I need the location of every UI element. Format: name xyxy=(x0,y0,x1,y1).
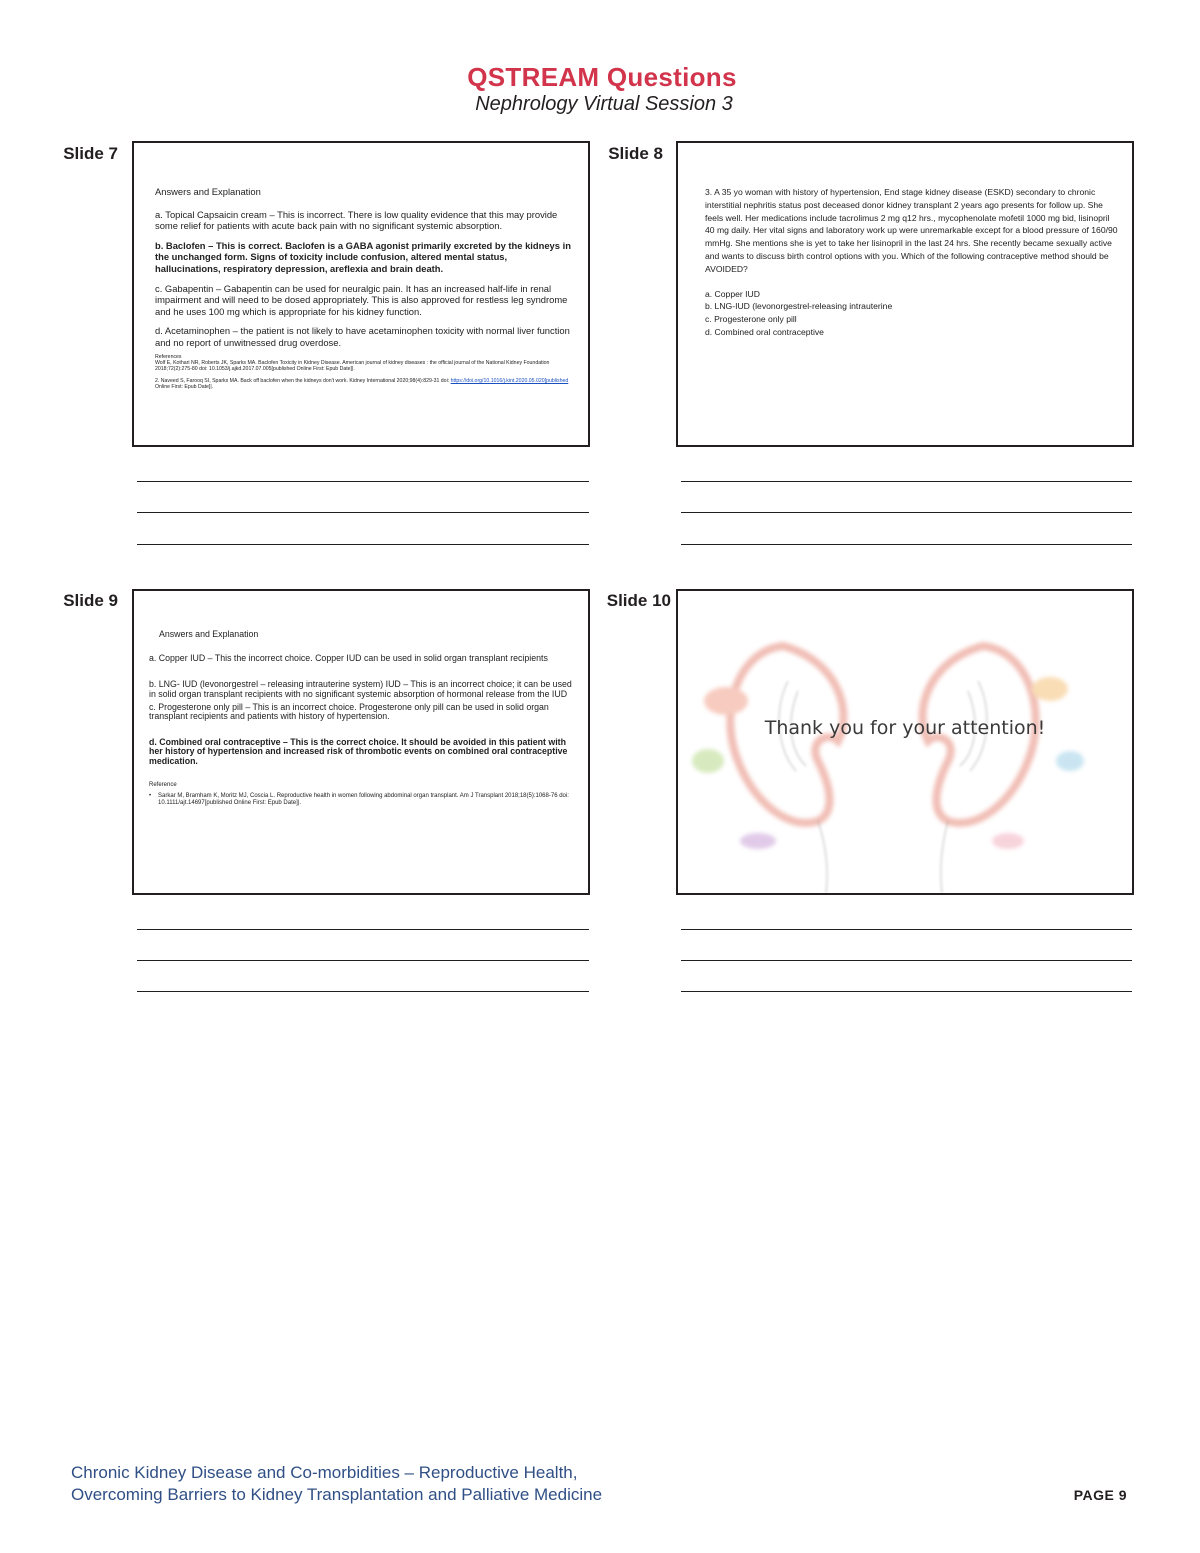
slide-9-heading: Answers and Explanation xyxy=(159,629,259,639)
slide-8-option-b: b. LNG-IUD (levonorgestrel-releasing intrauterine xyxy=(705,301,893,312)
slide-7-label: Slide 7 xyxy=(63,144,118,163)
slide-7-reference-1: Wolf E, Kothari NR, Roberts JK, Sparks MA. Baclofen Toxicity in Kidney Disease. American journal of kidney diseases : the official journal of the National Kidney Foundation 2018;72(2):275-80 doi: 10.1053/j.ajkd.2017.07.005[published Online First: Epub Date]|. xyxy=(155,359,550,372)
slide-9-reference-heading: Reference xyxy=(149,781,177,788)
note-line xyxy=(681,929,1132,930)
page-subtitle: Nephrology Virtual Session 3 xyxy=(475,93,733,115)
slide-9-answer-a: a. Copper IUD – This the incorrect choice. Copper IUD can be used in solid organ transplant recipients xyxy=(149,653,548,664)
slide-9-reference-1: Sarkar M, Bramham K, Moritz MJ, Coscia L. Reproductive health in women following abdominal organ transplant. Am J Transplant 2018;18(5):1068-76 doi: 10.1111/ajt.14697[published Online First: Epub Date]|. xyxy=(158,792,569,806)
slide-9-reference-item xyxy=(149,793,579,807)
note-line xyxy=(137,544,589,545)
slide-7-thumbnail xyxy=(132,141,590,447)
slide-8-thumbnail xyxy=(676,141,1134,447)
slide-8-option-c: c. Progesterone only pill xyxy=(705,314,797,325)
bullet-icon: • xyxy=(149,792,152,799)
slide-7-reference-2-text: 2. Naveed S, Farooq SI, Sparks MA. Back off baclofen when the kidneys don't work. Kidney International 2020;98(4):829-31 doi: xyxy=(155,378,450,385)
note-line xyxy=(681,991,1132,992)
slide-8-question: 3. A 35 yo woman with history of hypertension, End stage kidney disease (ESKD) secondary to chronic interstitial nephritis status post deceased donor kidney transplant 2 years ago presents for follow up. She feels well. Her medications include tacrolimus 2 mg q12 hrs., mycophenolate mofetil 1000 mg bid, lisinopril 40 mg daily. Her vital signs and laboratory work up were unremarkable except for a blood pressure of 160/90 mmHg. She mentions she is yet to take her lisinopril in the last 24 hrs. She recently became sexually active and wants to discuss birth control options with you. Which of the following contraceptive method should be AVOIDED? xyxy=(705,187,1118,274)
note-line xyxy=(137,512,589,513)
slide-8-label: Slide 8 xyxy=(608,144,663,163)
slide-7-reference-2-tail: Online First: Epub Date]|. xyxy=(155,384,214,391)
note-line xyxy=(681,544,1132,545)
note-line xyxy=(681,481,1132,482)
note-line xyxy=(137,991,589,992)
slide-7-answer-c: c. Gabapentin – Gabapentin can be used for neuralgic pain. It has an increased half-life in renal impairment and will need to be dosed appropriately. This is also approved for restless leg syndrome and he uses 100 mg which is appropriate for his kidney function. xyxy=(155,282,568,317)
slide-7-reference-2 xyxy=(155,378,575,390)
slide-9-answer-d: d. Combined oral contraceptive – This is the correct choice. It should be avoided in this patient with her history of hypertension and increased risk of thrombotic events on combined oral contraceptive medication. xyxy=(149,737,568,766)
slide-7-answer-d: d. Acetaminophen – the patient is not likely to have acetaminophen toxicity with normal liver function and no report of unwitnessed drug overdose. xyxy=(155,325,570,348)
footer-line-1: Chronic Kidney Disease and Co-morbidities – Reproductive Health, xyxy=(71,1463,578,1482)
note-line xyxy=(137,481,589,482)
slide-9-label: Slide 9 xyxy=(63,591,118,610)
slide-9-answer-c: c. Progesterone only pill – This is an incorrect choice. Progesterone only pill can be used in solid organ transplant recipients and patients with history of hypertension. xyxy=(149,701,549,722)
slide-10-label: Slide 10 xyxy=(606,591,671,610)
page-number: PAGE 9 xyxy=(1073,1487,1127,1503)
page-title: QSTREAM Questions xyxy=(467,62,737,92)
note-line xyxy=(137,929,589,930)
slide-7-reference-2-link[interactable]: https://doi.org/10.1016/j.kint.2020.05.020[published xyxy=(450,378,569,385)
slide-10-thanks-text: Thank you for your attention! xyxy=(764,717,1046,739)
slide-10-thumbnail xyxy=(676,589,1134,895)
note-line xyxy=(137,960,589,961)
slide-9-thumbnail xyxy=(132,589,590,895)
note-line xyxy=(681,512,1132,513)
kidney-illustration xyxy=(678,591,1132,893)
slide-7-answer-a: a. Topical Capsaicin cream – This is incorrect. There is low quality evidence that this may provide some relief for patients with acute back pain with no significant systemic absorption. xyxy=(155,208,558,232)
slide-7-references-heading: References xyxy=(155,353,182,360)
slide-8-option-d: d. Combined oral contraceptive xyxy=(705,326,824,337)
slide-7-answer-b: b. Baclofen – This is correct. Baclofen is a GABA agonist primarily excreted by the kidneys in the unchanged form. Signs of toxicity include confusion, altered mental status, hallucinations, respiratory depression, areflexia and brain death. xyxy=(155,239,571,274)
slide-8-option-a: a. Copper IUD xyxy=(705,288,760,299)
footer-line-2: Overcoming Barriers to Kidney Transplantation and Palliative Medicine xyxy=(71,1485,603,1504)
slide-7-heading: Answers and Explanation xyxy=(155,186,261,197)
note-line xyxy=(681,960,1132,961)
slide-9-answer-b: b. LNG- IUD (levonorgestrel – releasing intrauterine system) IUD – This is an incorrect choice; it can be used in solid organ transplant recipients with no significant systemic absorption of hormonal release from the IUD xyxy=(149,679,572,699)
